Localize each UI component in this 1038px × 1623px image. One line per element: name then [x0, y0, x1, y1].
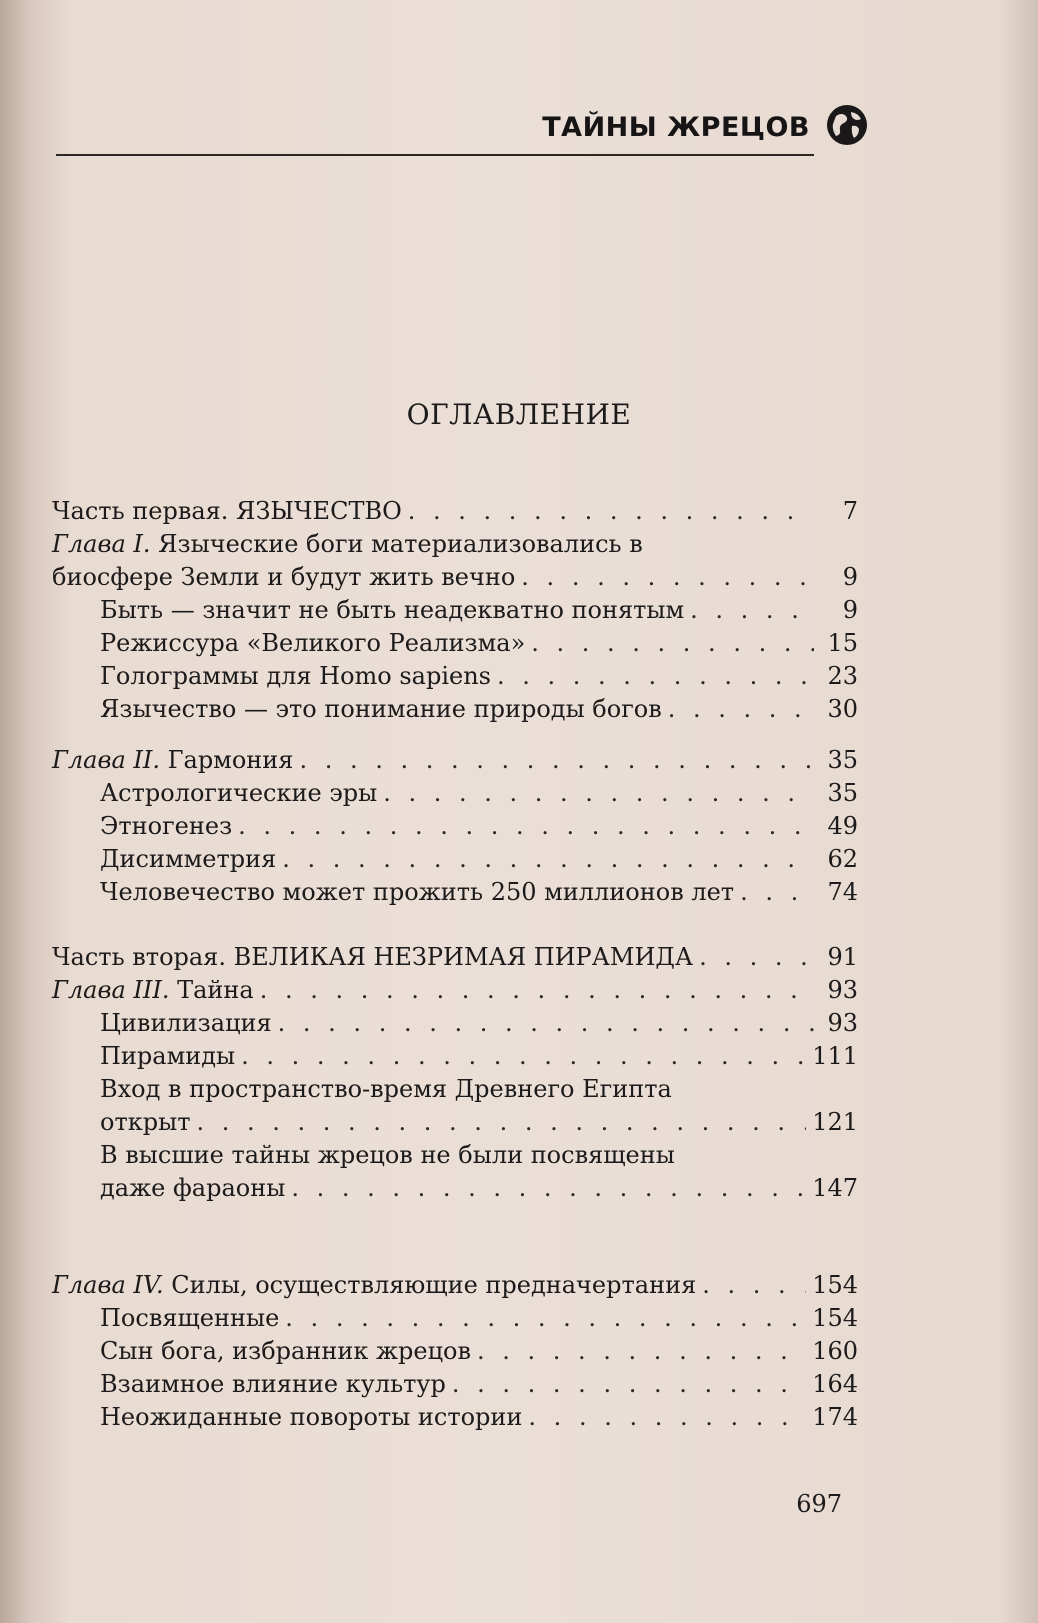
entry-title: Сын бога, избранник жрецов	[100, 1337, 471, 1365]
entry-page: 49	[827, 812, 858, 840]
entry-title: Быть — значит не быть неадекватно понятым	[100, 596, 685, 624]
entry-page: 121	[812, 1108, 858, 1136]
toc-entry	[52, 693, 858, 726]
toc-entry	[52, 1269, 858, 1302]
toc-entry	[52, 660, 858, 693]
entry-page: 111	[812, 1042, 858, 1070]
entry-page: 154	[812, 1304, 858, 1332]
entry-title: Голограммы для Homo sapiens	[100, 662, 491, 690]
toc-heading: ОГЛАВЛЕНИЕ	[406, 398, 632, 431]
toc-entry	[52, 1172, 858, 1205]
toc-entry	[52, 974, 858, 1007]
entry-page: 147	[812, 1174, 858, 1202]
running-head	[56, 100, 870, 156]
running-head-rule	[56, 154, 814, 156]
toc-entry	[52, 1368, 858, 1401]
entry-page: 9	[842, 563, 858, 591]
toc-entry	[52, 1401, 858, 1434]
chapter-label: Глава IV.	[52, 1271, 164, 1299]
toc-entry	[52, 1302, 858, 1335]
entry-title: Дисимметрия	[100, 845, 277, 873]
entry-title: Человечество может прожить 250 миллионов лет	[100, 878, 735, 906]
entry-page: 174	[812, 1403, 858, 1431]
entry-page: 30	[827, 695, 858, 723]
entry-title: Язычество — это понимание природы богов	[100, 695, 662, 723]
entry-title: Гармония	[159, 746, 294, 774]
toc-entry	[52, 941, 858, 974]
entry-title: биосфере Земли и будут жить вечно	[52, 563, 516, 591]
entry-page: 35	[827, 779, 858, 807]
entry-page: 154	[812, 1271, 858, 1299]
entry-title: Часть первая. ЯЗЫЧЕСТВО	[52, 497, 402, 525]
toc-entry	[52, 528, 858, 561]
entry-title: Цивилизация	[100, 1009, 272, 1037]
toc-entry	[52, 1335, 858, 1368]
toc-entry	[52, 594, 858, 627]
entry-title: Часть вторая. ВЕЛИКАЯ НЕЗРИМАЯ ПИРАМИДА	[52, 943, 694, 971]
entry-page: 35	[827, 746, 858, 774]
entry-page: 93	[827, 1009, 858, 1037]
entry-page: 15	[827, 629, 858, 657]
entry-title: даже фараоны	[100, 1174, 286, 1202]
chapter-label: Глава II.	[52, 746, 160, 774]
entry-title: Посвященные	[100, 1304, 280, 1332]
toc-entry	[52, 810, 858, 843]
entry-title: В высшие тайны жрецов не были посвящены	[100, 1141, 675, 1169]
toc-entry	[52, 1073, 858, 1106]
entry-title: открыт	[100, 1108, 191, 1136]
entry-title: Вход в пространство-время Древнего Египта	[100, 1075, 672, 1103]
entry-page: 93	[827, 976, 858, 1004]
entry-title: Астрологические эры	[100, 779, 378, 807]
entry-page: 62	[827, 845, 858, 873]
entry-title: Этногенез	[100, 812, 233, 840]
toc-entry	[52, 777, 858, 810]
entry-page: 160	[812, 1337, 858, 1365]
toc-entry	[52, 1139, 858, 1172]
toc-entry	[52, 876, 858, 909]
entry-title: Языческие боги материализовались в	[150, 530, 643, 558]
entry-title: Режиссура «Великого Реализма»	[100, 629, 526, 657]
toc-entry	[52, 1040, 858, 1073]
entry-page: 91	[827, 943, 858, 971]
chapter-label: Глава III.	[52, 976, 170, 1004]
table-of-contents	[52, 495, 858, 1434]
entry-title: Пирамиды	[100, 1042, 236, 1070]
toc-entry	[52, 744, 858, 777]
toc-entry	[52, 495, 858, 528]
entry-title: Силы, осуществляющие предначертания	[163, 1271, 697, 1299]
toc-entry	[52, 1007, 858, 1040]
toc-entry	[52, 843, 858, 876]
entry-page: 164	[812, 1370, 858, 1398]
entry-title: Тайна	[169, 976, 254, 1004]
toc-entry	[52, 1106, 858, 1139]
entry-page: 74	[827, 878, 858, 906]
entry-page: 9	[842, 596, 858, 624]
running-head-title: ТАЙНЫ ЖРЕЦОВ	[542, 112, 810, 143]
entry-title: Взаимное влияние культур	[100, 1370, 446, 1398]
globe-icon	[824, 102, 870, 148]
chapter-label: Глава I.	[52, 530, 151, 558]
toc-entry	[52, 561, 858, 594]
toc-entry	[52, 627, 858, 660]
entry-page: 7	[842, 497, 858, 525]
page-number: 697	[796, 1490, 842, 1518]
entry-page: 23	[827, 662, 858, 690]
entry-title: Неожиданные повороты истории	[100, 1403, 523, 1431]
